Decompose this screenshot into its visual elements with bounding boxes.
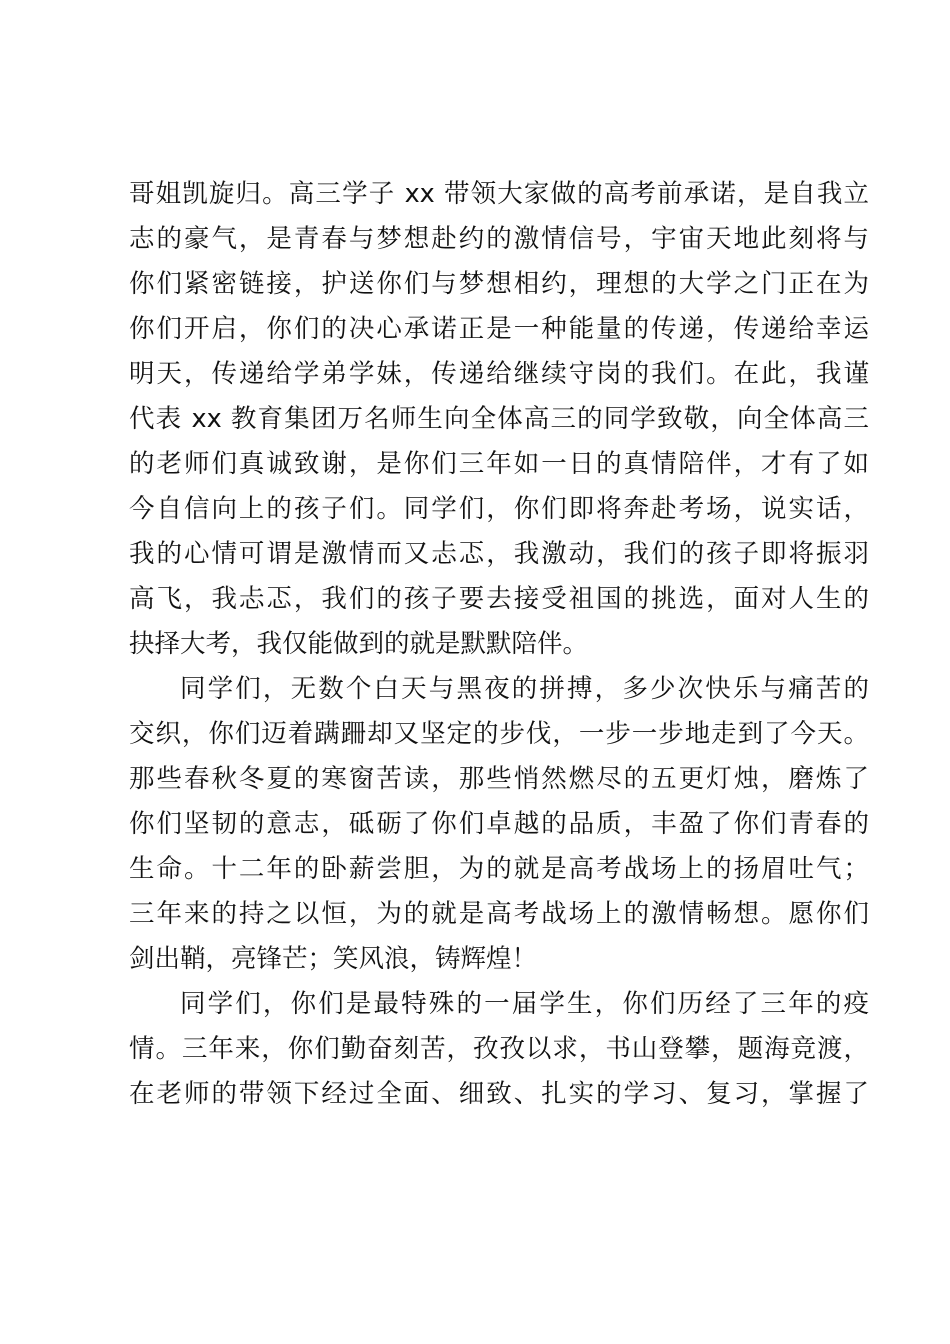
paragraph-2-line-4: 你们坚韧的意志，砥砺了你们卓越的品质，丰盈了你们青春的 bbox=[129, 809, 869, 839]
paragraph-1-line-8: 今自信向上的孩子们。同学们，你们即将奔赴考场，说实话， bbox=[129, 494, 869, 524]
paragraph-1-line-6: 代表 xx 教育集团万名师生向全体高三的同学致敬，向全体高三 bbox=[129, 404, 869, 434]
paragraph-2-line-1: 同学们，无数个白天与黑夜的拼搏，多少次快乐与痛苦的 bbox=[180, 674, 869, 704]
paragraph-1-line-5: 明天，传递给学弟学妹，传递给继续守岗的我们。在此，我谨 bbox=[129, 359, 869, 389]
paragraph-3-line-3: 在老师的带领下经过全面、细致、扎实的学习、复习，掌握了 bbox=[129, 1079, 869, 1109]
paragraph-1-line-3: 你们紧密链接，护送你们与梦想相约，理想的大学之门正在为 bbox=[129, 269, 869, 299]
paragraph-1-line-7: 的老师们真诚致谢，是你们三年如一日的真情陪伴，才有了如 bbox=[129, 449, 869, 479]
paragraph-1-line-11: 抉择大考，我仅能做到的就是默默陪伴。 bbox=[129, 629, 589, 659]
paragraph-2-line-6: 三年来的持之以恒，为的就是高考战场上的激情畅想。愿你们 bbox=[129, 899, 869, 929]
paragraph-1-line-9: 我的心情可谓是激情而又忐忑，我激动，我们的孩子即将振羽 bbox=[129, 539, 869, 569]
paragraph-1-line-1: 哥姐凯旋归。高三学子 xx 带领大家做的高考前承诺，是自我立 bbox=[129, 179, 869, 209]
paragraph-1-line-2: 志的豪气，是青春与梦想赴约的激情信号，宇宙天地此刻将与 bbox=[129, 224, 869, 254]
paragraph-1-line-4: 你们开启，你们的决心承诺正是一种能量的传递，传递给幸运 bbox=[129, 314, 869, 344]
paragraph-2-line-5: 生命。十二年的卧薪尝胆，为的就是高考战场上的扬眉吐气； bbox=[129, 854, 869, 884]
paragraph-2-line-2: 交织，你们迈着蹒跚却又坚定的步伐，一步一步地走到了今天。 bbox=[129, 719, 869, 749]
paragraph-2-line-7: 剑出鞘，亮锋芒；笑风浪，铸辉煌！ bbox=[129, 944, 538, 974]
paragraph-3-line-2: 情。三年来，你们勤奋刻苦，孜孜以求，书山登攀，题海竞渡， bbox=[129, 1034, 869, 1064]
paragraph-3-line-1: 同学们，你们是最特殊的一届学生，你们历经了三年的疫 bbox=[180, 989, 869, 1019]
paragraph-2-line-3: 那些春秋冬夏的寒窗苦读，那些悄然燃尽的五更灯烛，磨炼了 bbox=[129, 764, 869, 794]
paragraph-1-line-10: 高飞，我忐忑，我们的孩子要去接受祖国的挑选，面对人生的 bbox=[129, 584, 869, 614]
document-body bbox=[129, 172, 869, 1117]
